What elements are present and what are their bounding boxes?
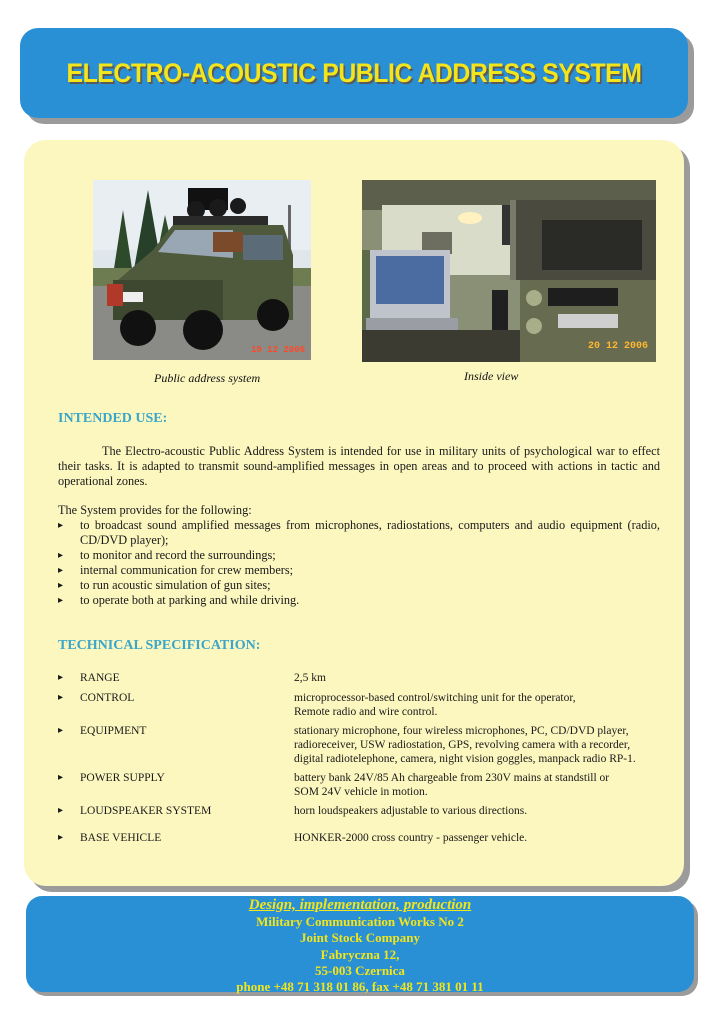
arrow-icon: ▸ (58, 772, 64, 783)
photo-date-stamp: 19 12 2006 (250, 345, 305, 355)
spec-label: EQUIPMENT (80, 725, 147, 737)
title-bar (20, 28, 688, 118)
list-item: ▸ to run acoustic simulation of gun sites; (58, 578, 271, 592)
footer-company: Military Communication Works No 2 (256, 914, 464, 929)
footer-city: 55-003 Czernica (315, 962, 405, 978)
spec-value: battery bank 24V/85 Ah chargeable from 230V mains at standstill or SOM 24V vehicle in motion. (294, 772, 610, 798)
footer-heading: Design, implementation, production (248, 897, 472, 913)
intended-use-paragraph (58, 444, 660, 489)
arrow-icon: ▸ (58, 805, 64, 816)
spec-label: BASE VEHICLE (80, 832, 162, 844)
spec-label: CONTROL (80, 692, 135, 704)
spec-value: HONKER-2000 cross country - passenger vehicle. (294, 832, 528, 844)
spec-value: stationary microphone, four wireless microphones, PC, CD/DVD player, radioreceiver, USW radiostation, GPS, revolving camera with a recorder, digital radiotelephone, camera, night vision goggles, manpack radio RP-1. (294, 725, 636, 765)
spec-label: LOUDSPEAKER SYSTEM (80, 805, 212, 817)
spec-value: 2,5 km (294, 672, 326, 684)
arrow-icon: ▸ (58, 565, 64, 576)
arrow-icon: ▸ (58, 725, 64, 736)
spec-value: horn loudspeakers adjustable to various directions. (294, 805, 528, 817)
photo-caption-right: Inside view (464, 369, 519, 383)
spec-label: POWER SUPPLY (80, 772, 165, 784)
spec-label: RANGE (80, 672, 120, 684)
arrow-icon: ▸ (58, 832, 64, 843)
provides-list (58, 518, 660, 608)
photo-caption-left: Public address system (154, 371, 261, 385)
list-item: ▸ to monitor and record the surroundings; (58, 548, 276, 562)
footer-company-type: Joint Stock Company (300, 930, 420, 946)
provides-lead: The System provides for the following: (58, 503, 252, 517)
arrow-icon: ▸ (58, 520, 64, 531)
arrow-icon: ▸ (58, 692, 64, 703)
intended-use-heading: INTENDED USE: (58, 411, 168, 426)
arrow-icon: ▸ (58, 550, 64, 561)
arrow-icon: ▸ (58, 672, 64, 683)
technical-spec-heading: TECHNICAL SPECIFICATION: (58, 638, 261, 653)
page-title: ELECTRO-ACOUSTIC PUBLIC ADDRESS SYSTEM (66, 58, 642, 88)
photo-date-stamp: 20 12 2006 (587, 341, 648, 352)
list-item: ▸ to broadcast sound amplified messages from microphones, radiostations, computers and audio equipment (radio, CD/DVD player); (58, 518, 660, 547)
spec-value: microprocessor-based control/switching unit for the operator, Remote radio and wire control. (294, 692, 576, 718)
footer-phone: phone +48 71 318 01 86, fax +48 71 381 01 11 (236, 979, 484, 995)
list-item: ▸ to operate both at parking and while driving. (58, 593, 300, 607)
footer-street: Fabryczna 12, (320, 946, 400, 962)
arrow-icon: ▸ (58, 580, 64, 591)
footer (26, 896, 694, 995)
list-item: ▸ internal communication for crew members; (58, 563, 294, 577)
intended-use-text: The Electro-acoustic Public Address System is intended for use in military units of psychological war to effect their tasks. It is adapted to transmit sound-amplified messages in open areas and to proceed with actions in tactic and operational zones. (58, 444, 660, 488)
vehicle-photo (93, 180, 311, 360)
arrow-icon: ▸ (58, 595, 64, 606)
interior-photo (362, 180, 656, 362)
